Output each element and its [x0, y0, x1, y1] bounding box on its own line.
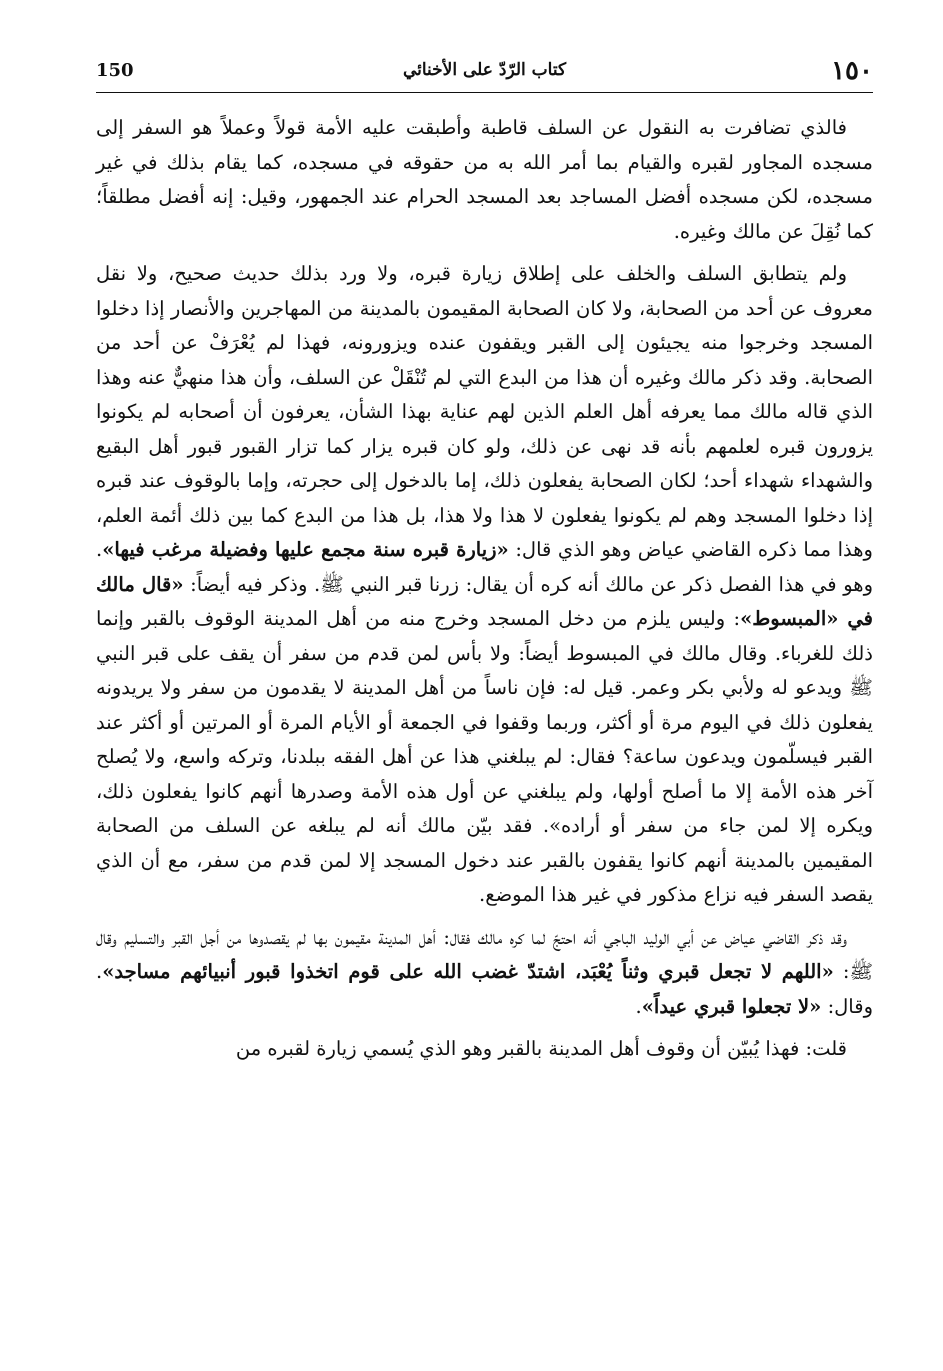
- quoted-statement: «قال مالك في «المبسوط»: [96, 572, 873, 630]
- paragraph: [96, 921, 873, 1025]
- text-segment: ولم يتطابق السلف والخلف على إطلاق زيارة قبره، ولا ورد بذلك حديث صحيح، ولا نقل معروف عن أحد من الصحابة، ولا كان الصحابة المقيمون بالمدينة من المهاجرين والأنصار إذا دخلوا المسجد وخرجوا منه يجيئون إلى القبر ويقفون عنده ويزورونه، فهذا لم يُعْرَفْ عن أحد من الصحابة. وقد ذكر مالك وغيره أن هذا من البدع التي لم تُنْقَلْ عن السلف، وأن هذا منهيٌّ عنه وهذا الذي قاله مالك مما يعرفه أهل العلم الذين لهم عناية بهذا الشأن، يعرفون أن أصحابه لم يكونوا يزورون قبره لعلمهم بأنه قد نهى عن ذلك، ولو كان قبره يزار كما تزار القبور قبور أهل البقيع والشهداء شهداء أحد؛ لكان الصحابة يفعلون ذلك، إما بالدخول إلى حجرته، وإما بالوقوف عند قبره إذا دخلوا المسجد وهم لم يكونوا يفعلون لا هذا ولا هذا، بل هذا من البدع كما بين ذلك أئمة العلم، وهذا مما ذكره القاضي عياض وهو الذي قال:: [96, 262, 873, 561]
- hadith-quote: «لا تجعلوا قبري عيداً»: [641, 994, 822, 1018]
- book-page: [96, 52, 873, 1342]
- text-segment: قلت: فهذا يُبيّن أن وقوف أهل المدينة بالقبر وهو الذي يُسمي زيارة لقبره من: [235, 1037, 847, 1060]
- running-head: [96, 52, 873, 93]
- hadith-quote: «اللهم لا تجعل قبري وثناً يُعْبَد، اشتدّ غضب الله على قوم اتخذوا قبور أنبيائهم مساجد»: [102, 960, 834, 983]
- paragraph: [96, 1032, 873, 1067]
- page-body: [96, 111, 873, 1067]
- text-segment: : وليس يلزم من دخل المسجد وخرج منه من أهل المدينة الوقوف بالقبر وإنما ذلك للغرباء. وقال مالك في المبسوط أيضاً: ولا بأس لمن قدم من سفر أن يقف على قبر النبي ﷺ ويدعو له ولأبي بكر وعمر. قيل له: فإن ناساً من أهل المدينة لا يقدمون من سفر ولا يريدونه يفعلون ذلك في اليوم مرة أو أكثر، وربما وقفوا في الجمعة أو الأيام المرة أو المرتين أو أكثر عند القبر فيسلّمون ويدعون ساعة؟ فقال: لم يبلغني هذا عن أهل الفقه ببلدنا، وتركه واسع، ولا يُصلح آخر هذه الأمة إلا ما أصلح أولها، ولم يبلغني عن أول هذه الأمة وصدرها أنهم كانوا يفعلون ذلك، ويكره إلا لمن جاء من سفر أو أراده». فقد بيّن مالك أنه لم يبلغه عن السلف من الصحابة المقيمين بالمدينة أنهم كانوا يقفون بالقبر عند دخول المسجد إلا لمن قدم من سفر، مع أن الذي يقصد السفر فيه نزاع مذكور في غير هذا الموضع.: [96, 607, 873, 906]
- text-segment: . وقال:: [96, 960, 873, 1018]
- paragraph: [96, 111, 873, 249]
- page-number-latin: 150: [96, 60, 134, 81]
- text-segment: .: [635, 994, 642, 1018]
- book-title: كتاب الرّدّ على الأخنائي: [402, 60, 567, 80]
- text-segment: وقد ذكر القاضي عياض عن أبي الوليد الباجي أنه احتجّ لما كره مالك فقال: أهل المدينة مقيمون بها لم يقصدوها من أجل القبر والتسليم وقال ﷺ:: [96, 925, 873, 983]
- text-segment: . وهو في هذا الفصل ذكر عن مالك أنه كره أن يقال: زرنا قبر النبي ﷺ. وذكر فيه أيضاً:: [96, 538, 873, 596]
- text-segment: فالذي تضافرت به النقول عن السلف قاطبة وأطبقت عليه الأمة قولاً وعملاً هو السفر إلى مسجده المجاور لقبره والقيام بما أمر الله به من حقوقه في مسجده، كما يقام بذلك في غير مسجده، لكن مسجده أفضل المساجد بعد المسجد الحرام عند الجمهور، وقيل: إنه أفضل مطلقاً؛ كما نُقِلَ عن مالك وغيره.: [96, 116, 873, 243]
- page-number-arabic: ١٥٠: [831, 56, 873, 86]
- quoted-statement: «زيارة قبره سنة مجمع عليها وفضيلة مرغب فيها»: [102, 538, 509, 561]
- paragraph: [96, 257, 873, 913]
